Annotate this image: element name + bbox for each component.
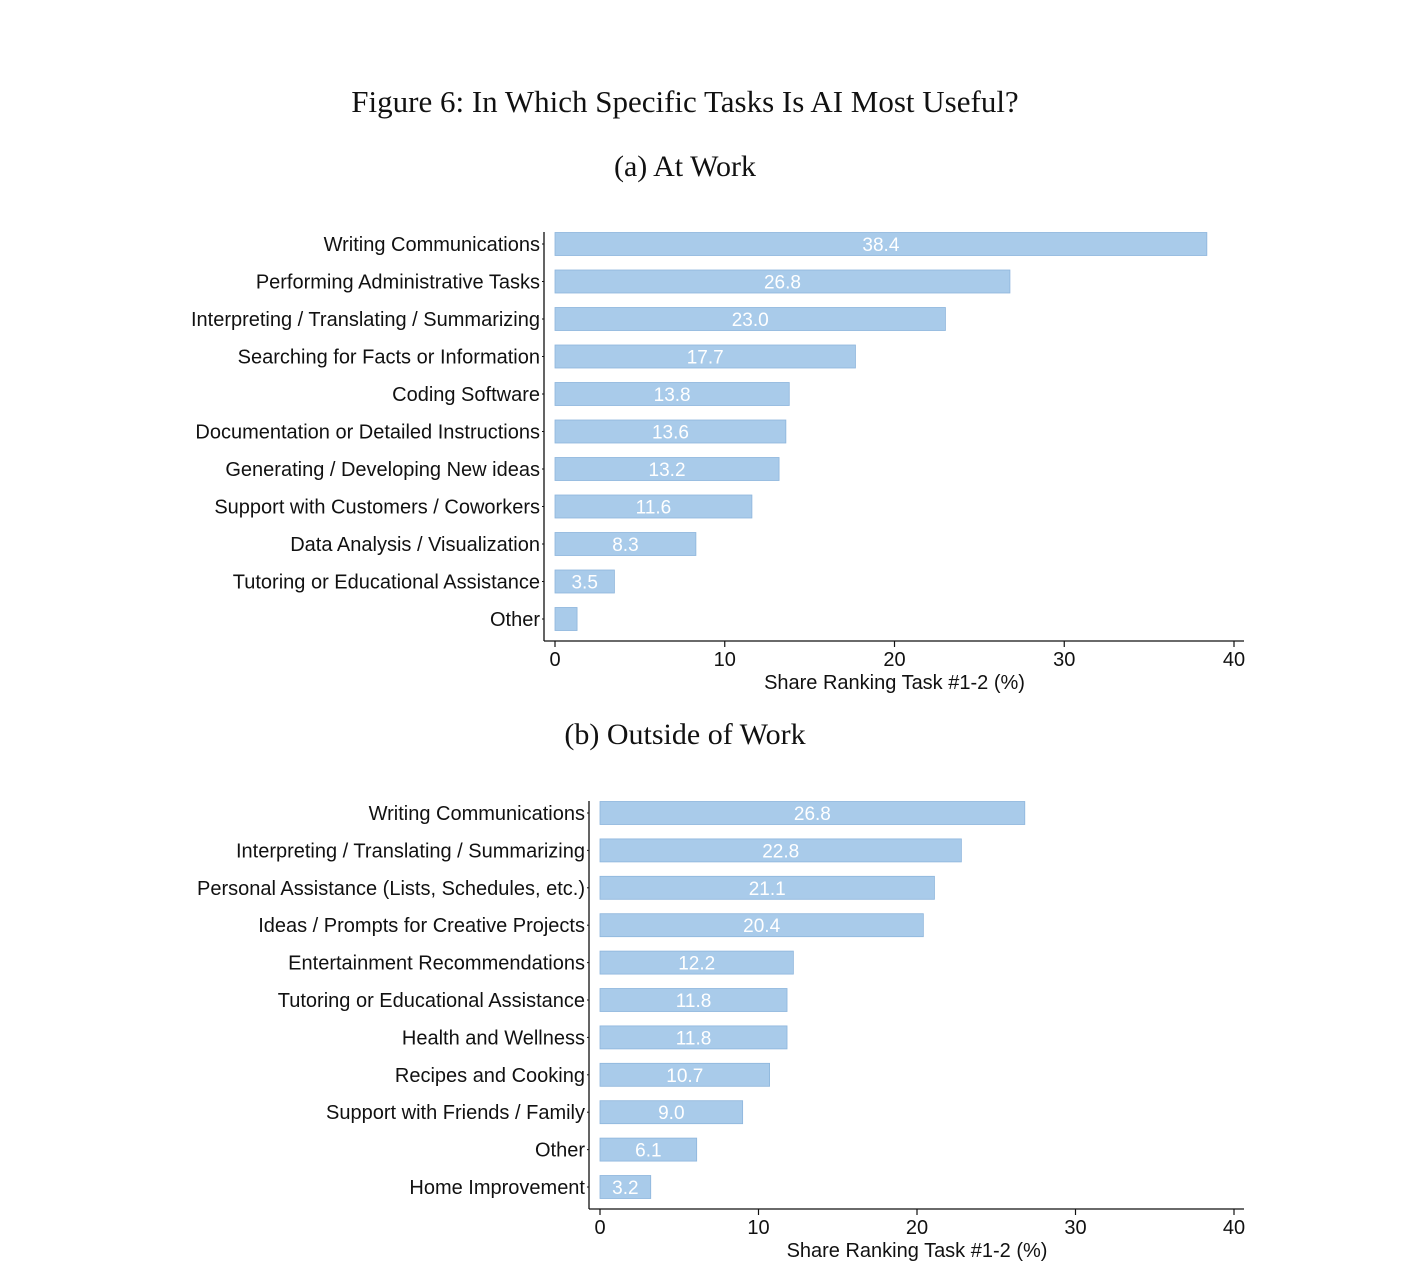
bar-value-label: 11.8 — [675, 991, 712, 1012]
bar-value-label: 12.2 — [678, 953, 716, 975]
bar-row — [256, 270, 1010, 294]
x-tick-label: 0 — [594, 1217, 606, 1239]
bar-value-label: 13.6 — [651, 422, 689, 444]
category-label: Tutoring or Educational Assistance — [277, 990, 585, 1012]
category-label: Searching for Facts or Information — [237, 346, 540, 369]
chart-a-at-work — [0, 210, 1422, 700]
category-label: Home Improvement — [409, 1177, 585, 1199]
category-label: Entertainment Recommendations — [288, 952, 585, 975]
chart-b-title: (b) Outside of Work — [564, 718, 806, 751]
bar-value-label: 17.7 — [686, 347, 724, 369]
figure-title: Figure 6: In Which Specific Tasks Is AI Most Useful? — [351, 84, 1019, 119]
bar-row — [225, 458, 779, 482]
bar-value-label: 3.5 — [571, 572, 598, 594]
x-tick-label: 10 — [713, 649, 736, 671]
bar-value-label: 8.3 — [612, 535, 639, 556]
category-label: Documentation or Detailed Instructions — [195, 421, 540, 444]
category-label: Recipes and Cooking — [394, 1064, 585, 1087]
bar-value-label: 26.8 — [763, 272, 801, 294]
bar-row — [214, 495, 752, 519]
category-label: Other — [489, 609, 540, 631]
category-label: Other — [534, 1139, 585, 1162]
bar-row — [288, 951, 793, 975]
bar-row — [392, 383, 789, 407]
x-tick-label: 20 — [883, 649, 906, 671]
bar-value-label: 3.2 — [612, 1178, 639, 1199]
x-tick-label: 40 — [1222, 1217, 1246, 1239]
bar-row — [197, 876, 934, 900]
category-label: Generating / Developing New ideas — [225, 459, 540, 481]
bar-value-label: 38.4 — [862, 235, 900, 256]
bar-value-label: 13.8 — [653, 385, 691, 406]
bar-row — [535, 1138, 697, 1162]
category-label: Coding Software — [392, 384, 540, 406]
bar-value-label: 26.8 — [793, 804, 831, 825]
category-label: Interpreting / Translating / Summarizing — [235, 840, 585, 863]
bar-row — [490, 608, 577, 632]
bar-row — [402, 1026, 787, 1050]
x-tick-label: 0 — [549, 649, 561, 671]
category-label: Tutoring or Educational Assistance — [232, 571, 540, 594]
category-label: Interpreting / Translating / Summarizing — [190, 309, 540, 331]
bar-value-label: 20.4 — [743, 916, 781, 938]
bar — [555, 608, 577, 631]
bar-value-label: 13.2 — [648, 460, 686, 481]
x-tick-label: 20 — [905, 1217, 929, 1239]
bar-row — [236, 839, 961, 863]
x-tick-label: 30 — [1064, 1217, 1087, 1239]
x-tick-label: 30 — [1053, 649, 1076, 671]
category-label: Support with Friends / Family — [326, 1102, 585, 1125]
bar-value-label: 10.7 — [666, 1065, 704, 1087]
bar-value-label: 9.0 — [658, 1103, 685, 1125]
x-axis-title: Share Ranking Task #1-2 (%) — [786, 1240, 1048, 1262]
bar-row — [238, 345, 856, 369]
category-label: Performing Administrative Tasks — [255, 271, 540, 294]
category-label: Data Analysis / Visualization — [290, 534, 540, 556]
category-label: Writing Communications — [368, 803, 585, 825]
bar-row — [369, 802, 1025, 826]
category-label: Personal Assistance (Lists, Schedules, etc.) — [197, 877, 585, 900]
bar-value-label: 11.6 — [635, 497, 672, 519]
bar-row — [278, 989, 787, 1013]
x-axis-title: Share Ranking Task #1-2 (%) — [764, 672, 1025, 694]
bar-row — [395, 1063, 770, 1087]
category-label: Support with Customers / Coworkers — [214, 496, 540, 519]
bar-row — [409, 1176, 650, 1200]
bar-value-label: 6.1 — [635, 1140, 662, 1162]
category-label: Ideas / Prompts for Creative Projects — [258, 915, 585, 938]
bar-row — [191, 308, 945, 332]
bar-row — [233, 570, 615, 594]
chart-b-outside-of-work — [0, 778, 1422, 1268]
x-tick-label: 40 — [1222, 649, 1246, 671]
category-label: Writing Communications — [323, 234, 540, 256]
category-label: Health and Wellness — [401, 1027, 585, 1050]
bar-row — [258, 914, 923, 938]
chart-a-title: (a) At Work — [613, 150, 756, 183]
bar-row — [326, 1101, 743, 1125]
bar-value-label: 11.8 — [675, 1028, 712, 1050]
bar-row — [195, 420, 785, 444]
bar-value-label: 23.0 — [731, 310, 769, 331]
bar-value-label: 22.8 — [762, 841, 800, 863]
bar-row — [324, 233, 1207, 257]
x-tick-label: 10 — [747, 1217, 770, 1239]
bar-value-label: 21.1 — [748, 878, 786, 900]
bar-row — [290, 533, 696, 557]
